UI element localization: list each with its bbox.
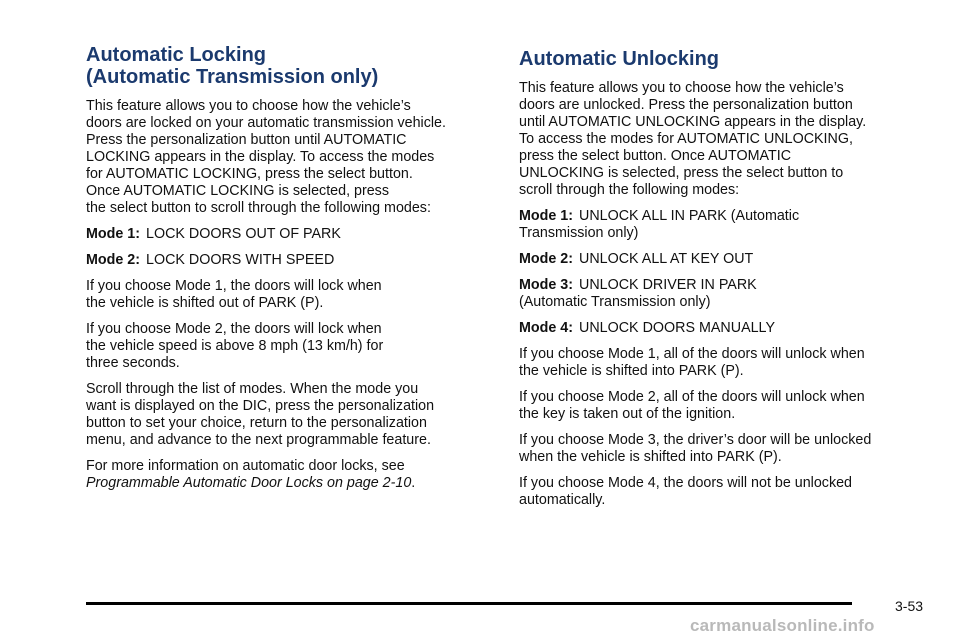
right-column <box>519 44 929 518</box>
body-paragraph: If you choose Mode 3, the driver’s door will be unlocked when the vehicle is shifted into PARK (P). <box>519 432 872 465</box>
section-heading-automatic-unlocking: Automatic Unlocking <box>519 48 720 70</box>
body-paragraph: If you choose Mode 1, the doors will lock when the vehicle is shifted out of PARK (P). <box>86 278 382 311</box>
body-paragraph: Scroll through the list of modes. When the mode you want is displayed on the DIC, press the personalization button to set your choice, return to the personalization menu, and advance to the next programmable feature. <box>86 381 435 448</box>
body-paragraph: If you choose Mode 1, all of the doors will unlock when the vehicle is shifted into PARK (P). <box>519 346 865 379</box>
mode-item: Mode 2: LOCK DOORS WITH SPEED <box>86 252 335 268</box>
more-info-paragraph: For more information on automatic door locks, see Programmable Automatic Door Locks on page 2-10. <box>86 458 416 491</box>
page-number: 3-53 <box>895 598 924 614</box>
mode-item: Mode 1: LOCK DOORS OUT OF PARK <box>86 226 341 242</box>
mode-item: Mode 2: UNLOCK ALL AT KEY OUT <box>519 251 754 267</box>
intro-paragraph: This feature allows you to choose how the vehicle’s doors are locked on your automatic transmission vehicle. Press the personalization button until AUTOMATIC LOCKING appears in the display. To access the modes for AUTOMATIC LOCKING, press the select button. Once AUTOMATIC LOCKING is selected, press the select button to scroll through the following modes: <box>86 98 446 216</box>
mode-item: Mode 3: UNLOCK DRIVER IN PARK (Automatic Transmission only) <box>519 277 757 310</box>
intro-paragraph: This feature allows you to choose how the vehicle’s doors are unlocked. Press the personalization button until AUTOMATIC UNLOCKING appears in the display. To access the modes for AUTOMATIC UNLOCKING, press the select button. Once AUTOMATIC UNLOCKING is selected, press the select button to scroll through the following modes: <box>519 80 867 198</box>
body-paragraph: If you choose Mode 2, all of the doors will unlock when the key is taken out of the ignition. <box>519 389 865 422</box>
body-paragraph: If you choose Mode 2, the doors will lock when the vehicle speed is above 8 mph (13 km/h) for three seconds. <box>86 321 384 371</box>
section-heading-automatic-locking: Automatic Locking (Automatic Transmission only) <box>86 44 379 88</box>
mode-item: Mode 4: UNLOCK DOORS MANUALLY <box>519 320 775 336</box>
watermark: carmanualsonline.info <box>690 616 875 635</box>
body-paragraph: If you choose Mode 4, the doors will not be unlocked automatically. <box>519 475 853 508</box>
mode-item: Mode 1: UNLOCK ALL IN PARK (Automatic Transmission only) <box>519 208 800 241</box>
footer-rule <box>86 602 852 605</box>
cross-reference-link[interactable]: Programmable Automatic Door Locks on page 2-10 <box>86 475 412 491</box>
left-column <box>86 44 496 501</box>
